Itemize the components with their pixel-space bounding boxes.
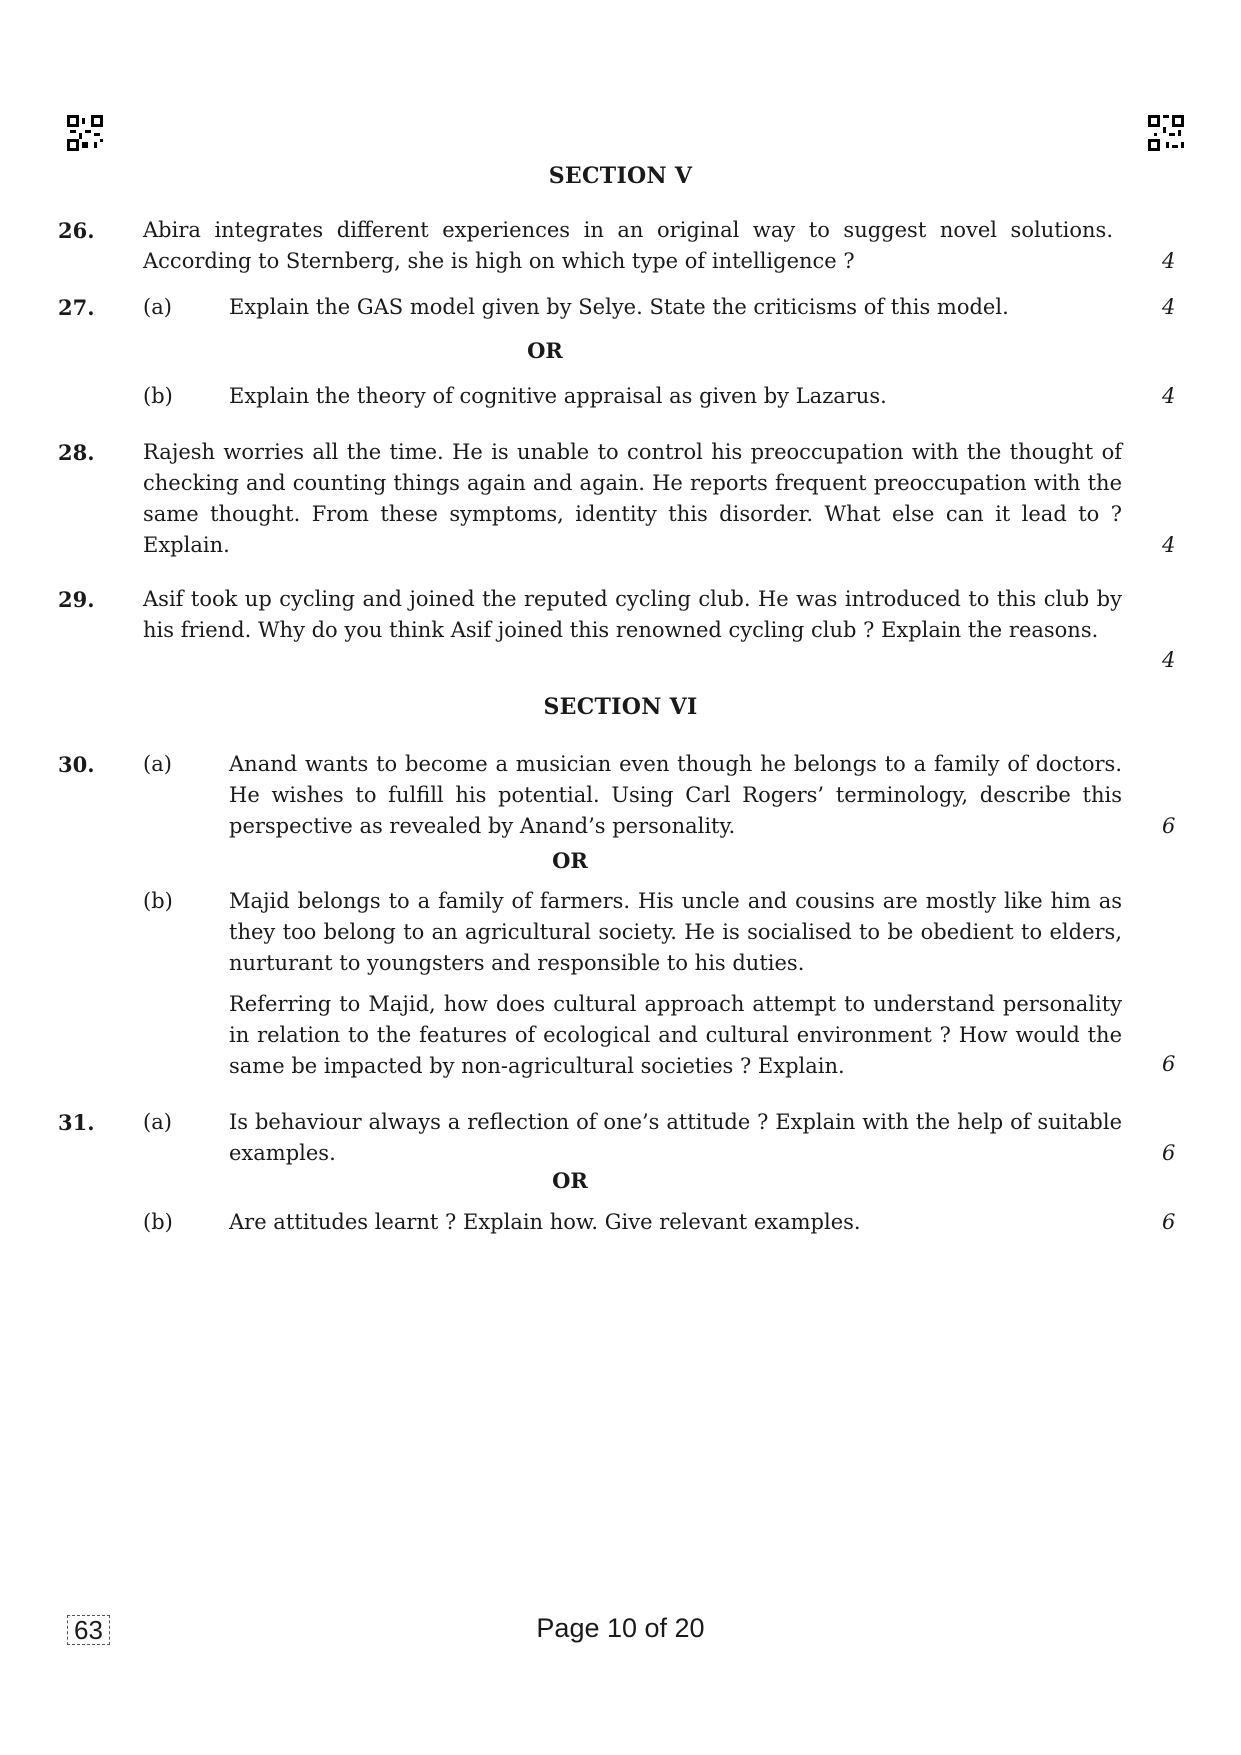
question-number: 28. xyxy=(58,440,95,465)
question-text: Rajesh worries all the time. He is unable to control his preoccupation with the thought of checking and counting things again and again. He reports frequent preoccupation with the same thought. From these symptoms, identity this disorder. What else can it lead to ? Explain. xyxy=(143,440,1122,557)
question-text: Is behaviour always a reflection of one’s attitude ? Explain with the help of suitable examples. xyxy=(229,1110,1122,1165)
question-text: Majid belongs to a family of farmers. His uncle and cousins are mostly like him as they too belong to an agricultural society. He is socialised to be obedient to elders, nurturant to youngsters and responsible to his duties. xyxy=(229,889,1122,975)
question-text: Referring to Majid, how does cultural approach attempt to understand personality in relation to the features of ecological and cultural environment ? How would the same be impacted by non-agricultural societies ? Explain. xyxy=(229,992,1122,1078)
part-label: (b) xyxy=(143,1210,173,1234)
marks: 6 xyxy=(1162,1052,1176,1076)
marks: 4 xyxy=(1162,295,1176,319)
question-number: 26. xyxy=(58,218,95,243)
part-label: (b) xyxy=(143,889,173,913)
marks: 4 xyxy=(1162,249,1176,273)
or-separator: OR xyxy=(552,1168,588,1193)
question-number: 29. xyxy=(58,587,95,612)
question-number: 31. xyxy=(58,1110,95,1135)
marks: 4 xyxy=(1162,533,1176,557)
question-number: 27. xyxy=(58,295,95,320)
qr-code-icon xyxy=(1148,115,1184,151)
question-number: 30. xyxy=(58,752,95,777)
question-text: Explain the theory of cognitive appraisal as given by Lazarus. xyxy=(229,384,887,408)
page-number: Page 10 of 20 xyxy=(536,1613,705,1643)
question-text: Asif took up cycling and joined the reputed cycling club. He was introduced to this club by his friend. Why do you think Asif joined this renowned cycling club ? Explain the reasons. xyxy=(143,587,1122,642)
question-text: Are attitudes learnt ? Explain how. Give relevant examples. xyxy=(229,1210,861,1234)
paper-code: 63 xyxy=(67,1615,110,1645)
section-title: SECTION V xyxy=(548,163,693,189)
question-text: Anand wants to become a musician even though he belongs to a family of doctors. He wishes to fulfill his potential. Using Carl Rogers’ terminology, describe this perspective as revealed by Anand’s personality. xyxy=(229,752,1122,838)
part-label: (b) xyxy=(143,384,173,408)
part-label: (a) xyxy=(143,295,172,319)
or-separator: OR xyxy=(552,848,588,873)
section-title: SECTION VI xyxy=(543,694,698,720)
or-separator: OR xyxy=(527,338,563,363)
part-label: (a) xyxy=(143,752,172,776)
part-label: (a) xyxy=(143,1110,172,1134)
question-text: Abira integrates different experiences in an original way to suggest novel solutions. According to Sternberg, she is high on which type of intelligence ? xyxy=(143,218,1113,273)
marks: 6 xyxy=(1162,814,1176,838)
marks: 4 xyxy=(1162,384,1176,408)
marks: 6 xyxy=(1162,1141,1176,1165)
marks: 4 xyxy=(1162,648,1176,672)
marks: 6 xyxy=(1162,1210,1176,1234)
qr-code-icon xyxy=(67,115,103,151)
question-text: Explain the GAS model given by Selye. State the criticisms of this model. xyxy=(229,295,1009,319)
